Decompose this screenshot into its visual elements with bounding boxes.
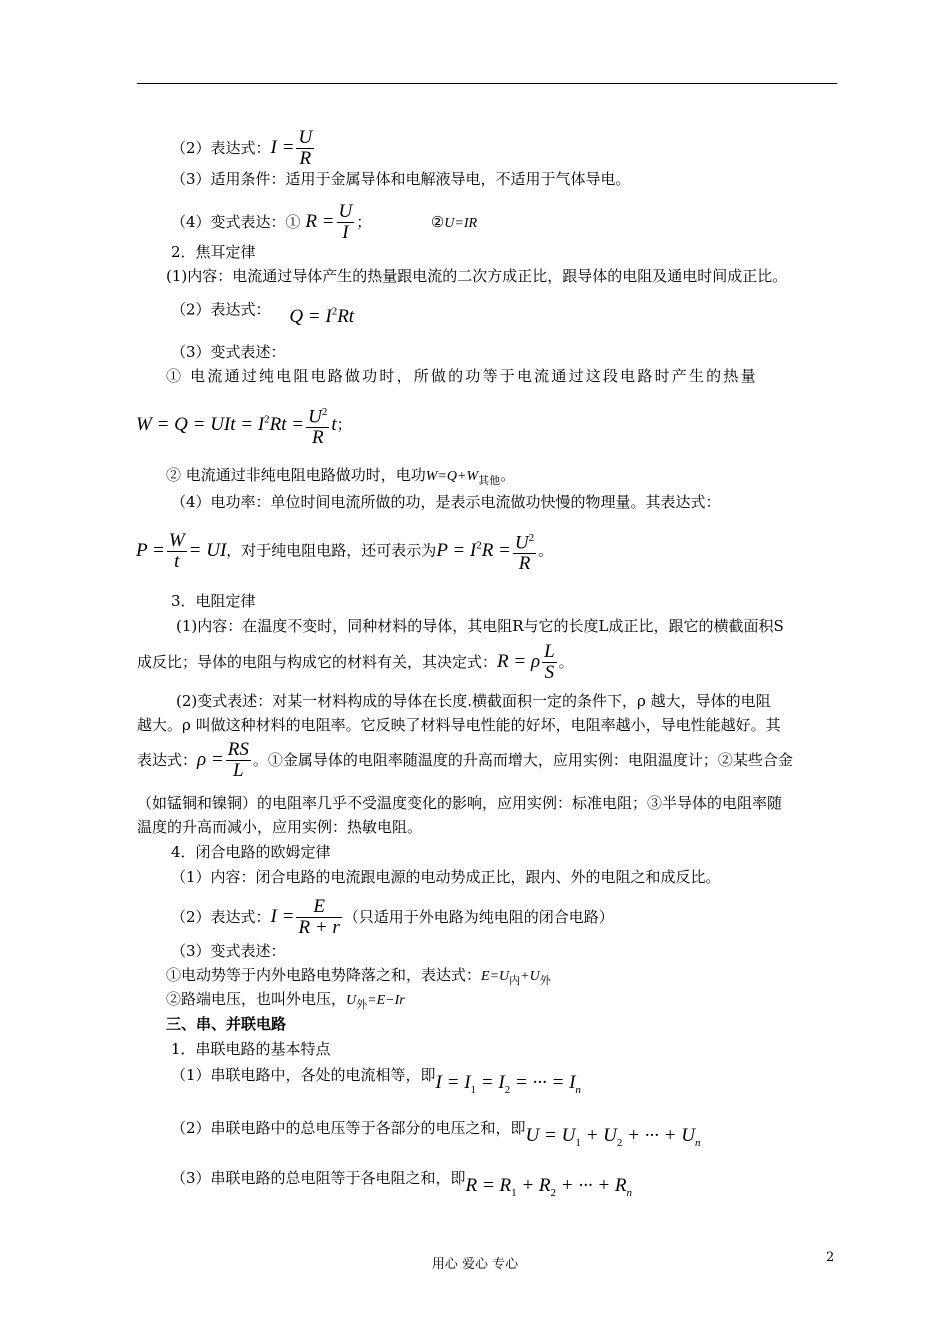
formula-w: W=Q+W [425,469,479,484]
formula-resistance: R = ρ $\frac{L}{S}$ [497,641,555,683]
label-text: ①电动势等于内外电路电势降落之和，表达式： [166,966,482,984]
conditions-line: （3）适用条件：适用于金属导体和电解液导电，不适用于气体导电。 [171,170,631,188]
label-text: （1）串联电路中，各处的电流相等，即 [171,1066,436,1084]
label-text: ，对于纯电阻电路，还可表示为 [226,541,437,560]
period: 。 [538,541,554,560]
formula-r: R = $\frac{U}{I}$ [305,201,353,243]
section-closed-circuit: 4．闭合电路的欧姆定律 [171,843,331,861]
power-formula-line [136,528,553,574]
resistivity-line-3: 温度的升高而减小，应用实例：热敏电阻。 [137,818,423,836]
joule-variant-1: ① 电流通过纯电阻电路做功时，所做的功等于电流通过这段电路时产生的热量 [166,367,758,385]
formula-ohm: I = $\frac{U}{R}$ [270,127,313,169]
label-text: （4）变式表达：① [171,212,301,231]
resistivity-text: 。①金属导体的电阻率随温度的升高而增大，应用实例：电阻温度计；②某些合金 [252,750,793,769]
formula-work: W = Q = UIt = $I^2Rt$ = $\frac{U^2}{R}$ t [136,414,337,435]
page-number: 2 [826,1250,835,1265]
series-basic: 1．串联电路的基本特点 [171,1040,331,1058]
formula-e-2: +U [520,969,540,984]
period: 。 [500,466,516,484]
period: 。 [558,652,574,671]
semicolon: ； [336,415,352,434]
subscript-other: 其他 [478,474,501,487]
label-text: （3）串联电路的总电阻等于各电阻之和，即 [171,1169,466,1187]
power-line: （4）电功率：单位时间电流所做的功，是表示电流做功快慢的物理量。其表达式： [171,493,721,511]
resistance-variant: (2)变式表述：对某一材料构成的导体在长度.横截面积一定的条件下，ρ 越大，导体的电阻 [176,692,771,710]
header-rule [137,83,837,84]
joule-variant-2 [166,464,515,492]
formula-power-2: $P = I^2R$ = $\frac{U^2}{R}$ [436,540,538,561]
series-current [171,1064,581,1096]
formula-u-ir: U=IR [444,215,478,231]
section-series-parallel: 三、串、并联电路 [166,1015,287,1033]
variant-line [171,202,477,243]
formula-joule: $Q = I^2Rt$ [289,306,355,328]
label-text: ②路端电压，也叫外电压， [166,990,347,1008]
formula-resistivity: ρ = $\frac{RS}{L}$ [197,739,249,781]
resistance-variant-2: 越大。ρ 叫做这种材料的电阻率。它反映了材料导电性能的好坏，电阻率越小，导电性能越好。其 [137,716,781,734]
joule-expression-line [171,293,355,328]
formula-u-2: =E−Ir [367,993,405,1008]
resistivity-line-2: （如锰铜和镍铜）的电阻率几乎不受温度变化的影响，应用实例：标准电阻；③半导体的电阻率随 [137,794,783,812]
section-resistance: 3．电阻定律 [171,592,256,610]
resistance-content-2 [137,642,574,683]
label-text: （2）表达式： [171,907,271,926]
subscript-out: 外 [539,974,551,987]
formula-power: P = $\frac{W}{t}$ = UI [136,529,227,572]
closed-circuit-content: （1）内容：闭合电路的电流跟电源的电动势成正比，跟内、外的电阻之和成反比。 [171,868,721,886]
formula-series-voltage: $U = U_1 + U_2$ + ··· + $U_n$ [525,1125,701,1149]
ohm-expression-line [171,128,316,169]
label-text: （2）串联电路中的总电压等于各部分的电压之和，即 [171,1119,526,1137]
circle-two: ② [430,212,445,231]
formula-closed-circuit: I = $\frac{E}{R + r}$ [270,896,340,938]
formula-series-current: $I = I_1 = I_2$ = ··· = $I_n$ [435,1072,581,1096]
label-text: （2）表达式： [171,138,271,157]
label-text: 表达式： [137,750,198,769]
semicolon: ； [356,212,372,231]
joule-content: (1)内容：电流通过导体产生的热量跟电流的二次方成正比，跟导体的电阻及通电时间成正比。 [166,267,788,285]
label-text: （2）表达式： [171,300,271,319]
closed-variant-2 [166,988,405,1016]
footer-slogan: 用心 爱心 专心 [431,1257,519,1272]
closed-circuit-expression [171,897,614,938]
note-text: （只适用于外电路为纯电阻的闭合电路） [343,907,614,926]
formula-e: E=U [481,969,510,984]
series-resistance [171,1167,633,1199]
section-joule: 2．焦耳定律 [171,243,256,261]
label-text: 成反比；导体的电阻与构成它的材料有关，其决定式： [137,652,498,671]
label-text: ② 电流通过非纯电阻电路做功时，电功 [166,466,426,484]
subscript-out: 外 [356,998,368,1011]
work-formula-line [136,402,352,448]
series-voltage [171,1117,701,1149]
formula-u: U [346,993,357,1008]
subscript-in: 内 [509,974,521,987]
formula-series-resistance: $R = R_1 + R_2$ + ··· + $R_n$ [465,1175,633,1199]
closed-variant-label: （3）变式表述： [171,942,286,960]
resistance-content: (1)内容：在温度不变时，同种材料的导体，其电阻R与它的长度L成正比，跟它的横截面积S [176,617,784,635]
joule-variant-label: （3）变式表述： [171,343,286,361]
resistivity-line [137,740,793,781]
